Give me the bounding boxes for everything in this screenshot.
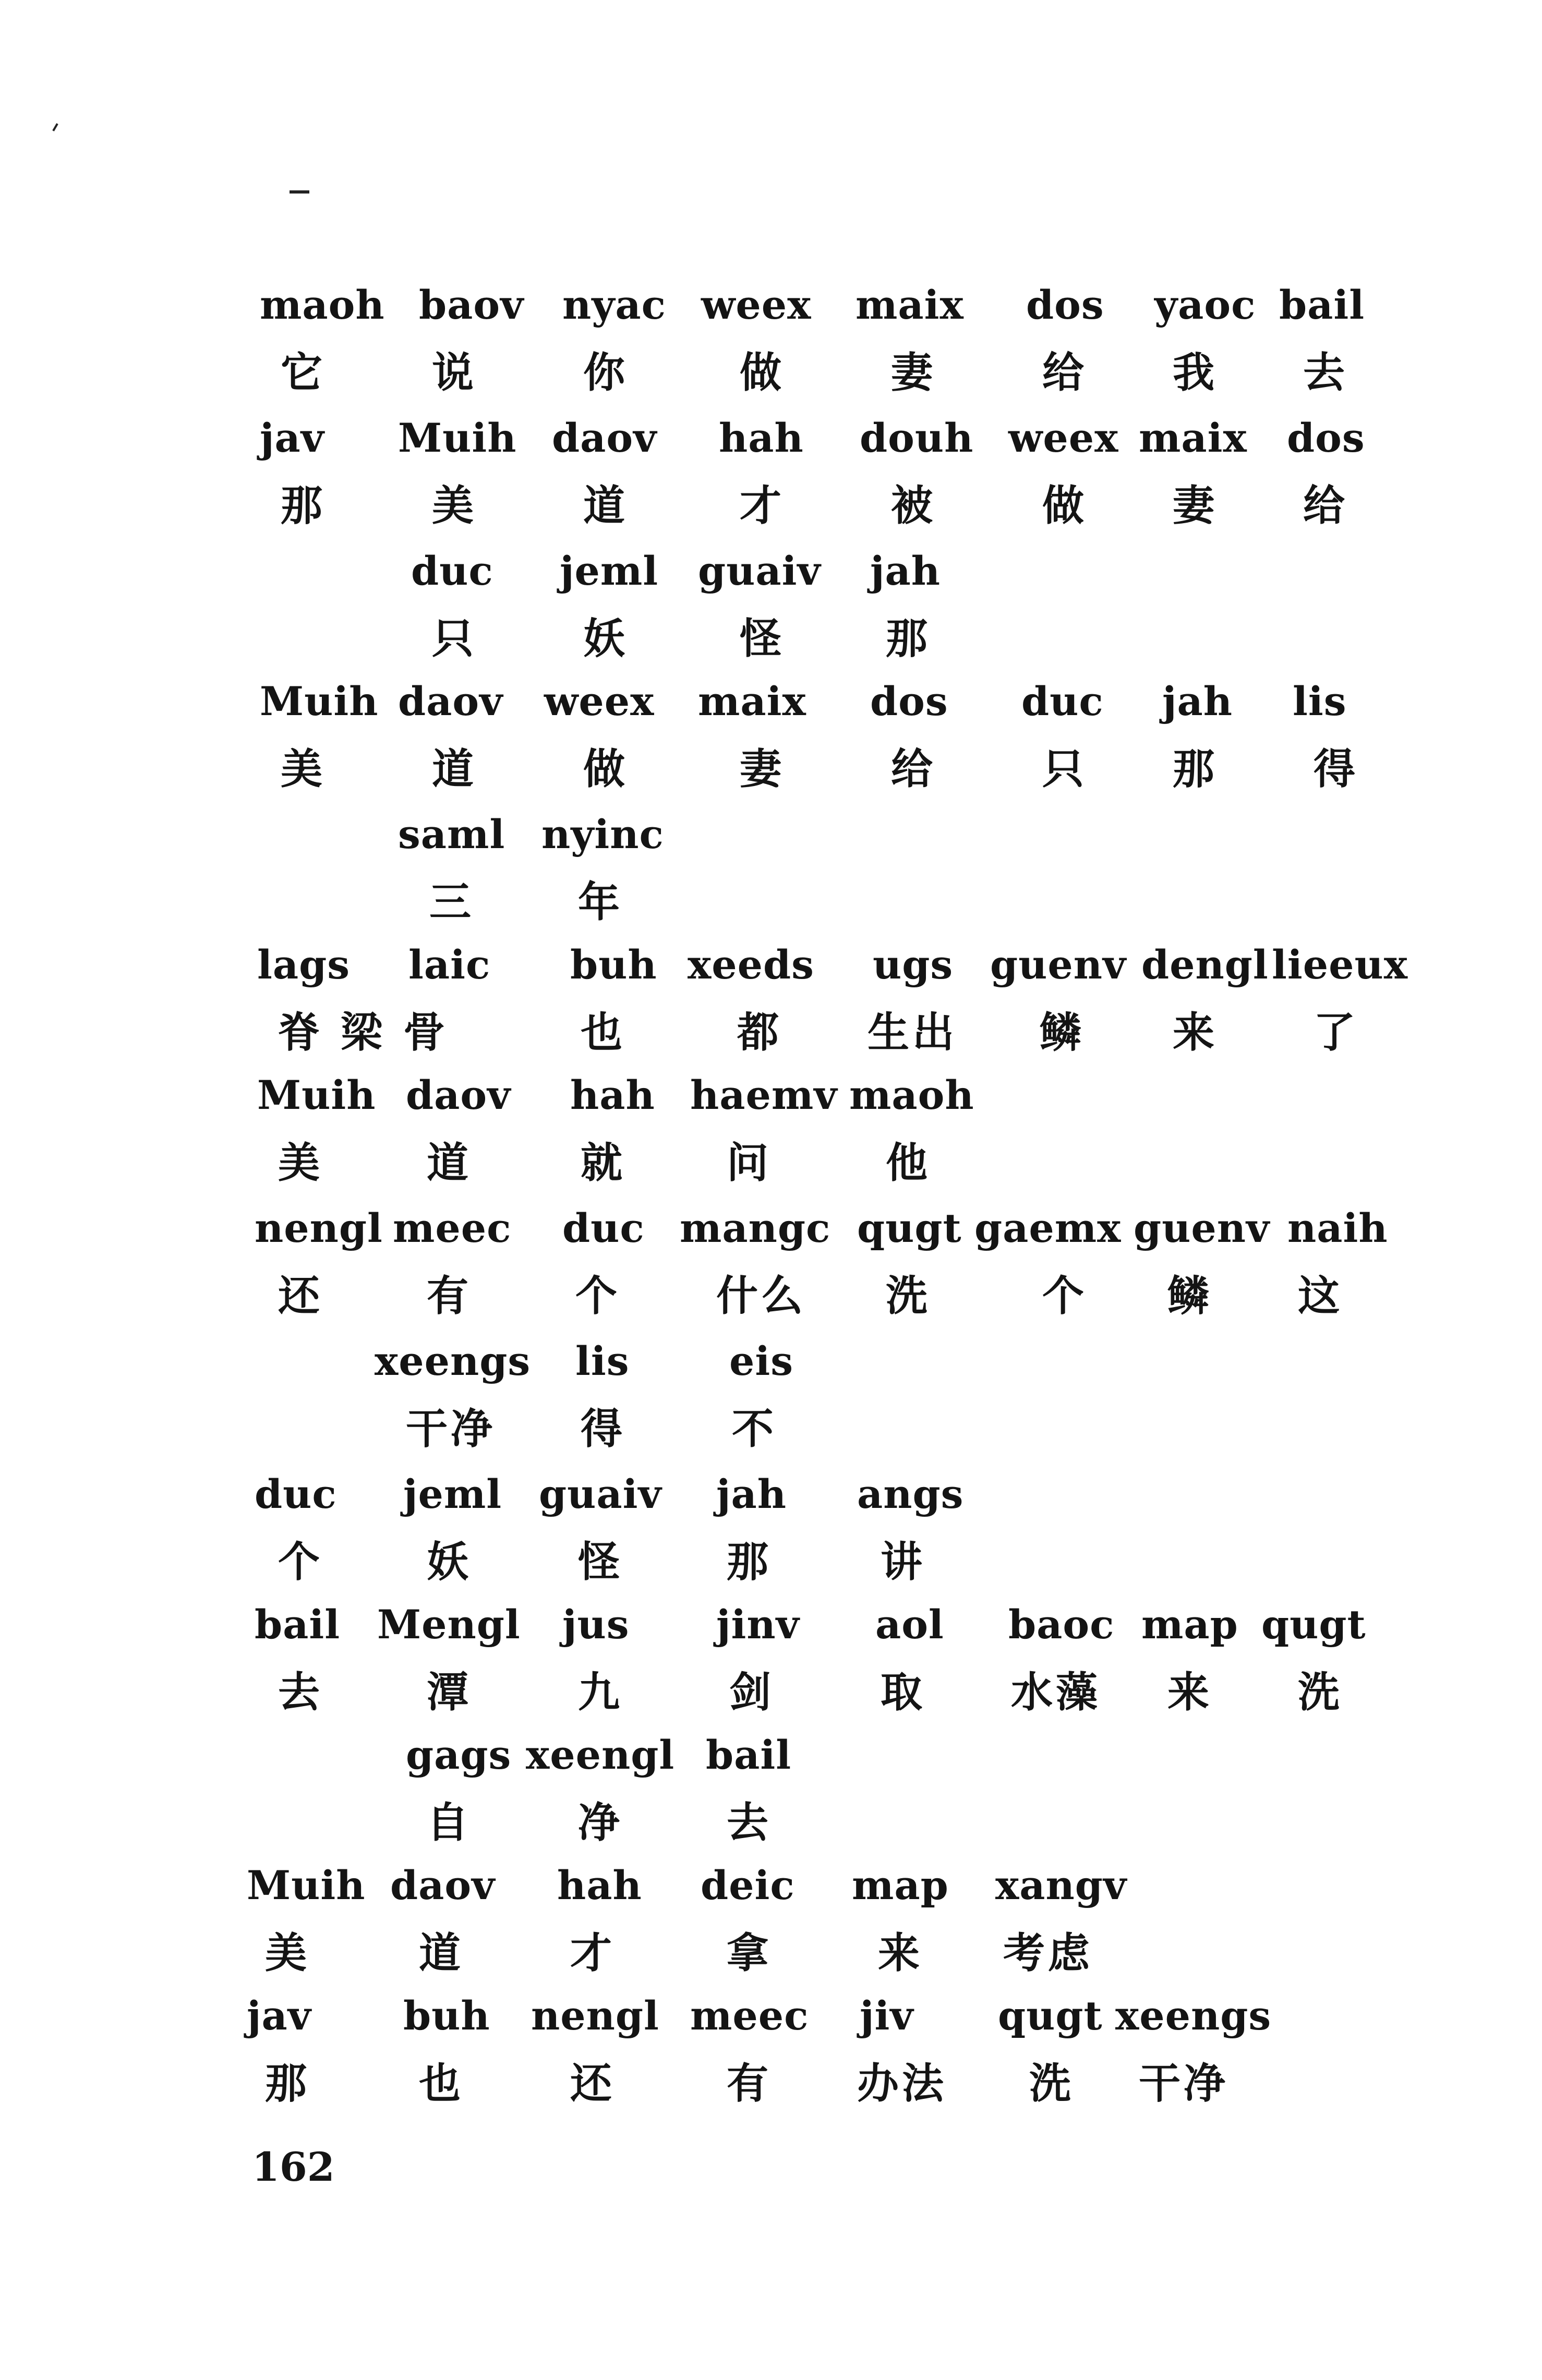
gloss: 个 — [1042, 1272, 1087, 1320]
gloss: 干净 — [1139, 2059, 1228, 2108]
word: maoh — [849, 1072, 974, 1118]
word: weex — [701, 282, 812, 328]
word: qugt — [857, 1205, 962, 1251]
word: aol — [875, 1601, 944, 1648]
gloss: 给 — [891, 745, 936, 793]
gloss-line — [0, 741, 1542, 798]
gloss: 考虑 — [1003, 1929, 1093, 1977]
gloss: 鳞 — [1167, 1272, 1212, 1320]
transcription-line — [0, 1857, 1542, 1914]
gloss: 也 — [581, 1008, 625, 1057]
word: baoc — [1008, 1601, 1115, 1648]
gloss: 去 — [278, 1668, 323, 1717]
gloss: 什么 — [716, 1272, 806, 1320]
transcription-line — [0, 409, 1542, 467]
gloss: 取 — [881, 1668, 925, 1717]
word: xeengs — [375, 1338, 531, 1384]
transcription-line — [0, 1200, 1542, 1257]
word: Muih — [247, 1862, 366, 1908]
word: guaiv — [698, 548, 821, 594]
gloss: 你 — [583, 348, 628, 397]
gloss: 那 — [886, 614, 931, 663]
gloss: 怪 — [740, 614, 785, 663]
gloss: 来 — [878, 1929, 923, 1977]
gloss: 鳞 — [1040, 1008, 1085, 1057]
word: qugt — [1261, 1601, 1366, 1648]
word: jah — [870, 548, 941, 594]
word: hah — [557, 1862, 642, 1908]
gloss: 自 — [427, 1798, 472, 1847]
transcription-line — [0, 1596, 1542, 1653]
gloss: 做 — [583, 745, 628, 793]
gloss: 美 — [432, 481, 477, 530]
word: dos — [1287, 415, 1365, 461]
word: buh — [570, 941, 657, 988]
gloss: 他 — [886, 1139, 931, 1187]
gloss: 了 — [1314, 1008, 1358, 1057]
gloss-line — [0, 344, 1542, 402]
gloss: 水藻 — [1011, 1668, 1101, 1717]
word: lags — [257, 941, 351, 988]
gloss: 得 — [581, 1405, 625, 1453]
gloss: 脊 — [278, 1008, 323, 1057]
word: Muih — [260, 678, 379, 724]
page-number: 162 — [252, 2144, 335, 2190]
word: duc — [255, 1471, 337, 1517]
gloss: 怪 — [578, 1538, 623, 1586]
transcription-line — [0, 542, 1542, 600]
gloss: 做 — [740, 348, 785, 397]
gloss: 年 — [578, 878, 623, 926]
gloss: 妻 — [740, 745, 785, 793]
transcription-line — [0, 673, 1542, 730]
word: nengl — [255, 1205, 383, 1251]
gloss: 梁 — [341, 1008, 386, 1057]
gloss-line — [0, 2055, 1542, 2112]
gloss: 那 — [265, 2059, 310, 2108]
word: bail — [255, 1601, 341, 1648]
gloss: 来 — [1173, 1008, 1218, 1057]
word: guenv — [990, 941, 1127, 988]
gloss: 只 — [432, 614, 477, 663]
gloss: 还 — [570, 2059, 615, 2108]
word: maix — [1139, 415, 1247, 461]
gloss: 道 — [583, 481, 628, 530]
gloss: 去 — [727, 1798, 772, 1847]
word: meec — [393, 1205, 512, 1251]
word: weex — [1008, 415, 1119, 461]
gloss: 九 — [578, 1668, 623, 1717]
gloss: 洗 — [1298, 1668, 1343, 1717]
gloss: 这 — [1298, 1272, 1343, 1320]
gloss: 不 — [732, 1405, 777, 1453]
word: duc — [1021, 678, 1104, 724]
word: angs — [857, 1471, 964, 1517]
word: haemv — [690, 1072, 838, 1118]
word: daov — [398, 678, 503, 724]
gloss: 得 — [1314, 745, 1358, 793]
scan-mark — [52, 123, 58, 131]
word: lieeux — [1272, 941, 1408, 988]
gloss: 个 — [575, 1272, 620, 1320]
word: weex — [544, 678, 655, 724]
word: maix — [856, 282, 964, 328]
word: deic — [701, 1862, 795, 1908]
word: nengl — [531, 1992, 659, 2039]
word: jav — [260, 415, 324, 461]
gloss: 美 — [278, 1139, 323, 1187]
gloss: 道 — [427, 1139, 472, 1187]
gloss: 那 — [1173, 745, 1218, 793]
gloss: 美 — [281, 745, 326, 793]
gloss-line — [0, 1794, 1542, 1852]
word: saml — [398, 811, 505, 857]
word: xangv — [995, 1862, 1127, 1908]
word: maix — [698, 678, 806, 724]
gloss: 道 — [432, 745, 477, 793]
transcription-line — [0, 1726, 1542, 1784]
gloss: 有 — [727, 2059, 772, 2108]
gloss: 我 — [1173, 348, 1218, 397]
word: gaemx — [974, 1205, 1122, 1251]
gloss: 它 — [281, 348, 326, 397]
gloss: 问 — [727, 1139, 772, 1187]
word: jav — [247, 1992, 311, 2039]
gloss-line — [0, 1134, 1542, 1192]
word: nyinc — [541, 811, 664, 857]
word: hah — [570, 1072, 655, 1118]
gloss: 被 — [891, 481, 936, 530]
gloss: 潭 — [427, 1668, 472, 1717]
gloss: 说 — [432, 348, 477, 397]
word: buh — [403, 1992, 490, 2039]
gloss: 净 — [578, 1798, 623, 1847]
word: gags — [406, 1732, 512, 1778]
transcription-line — [0, 276, 1542, 334]
word: map — [852, 1862, 949, 1908]
word: jeml — [560, 548, 659, 594]
transcription-line — [0, 1067, 1542, 1124]
word: meec — [690, 1992, 809, 2039]
gloss: 妻 — [891, 348, 936, 397]
gloss: 美 — [265, 1929, 310, 1977]
word: duc — [562, 1205, 645, 1251]
word: qugt — [998, 1992, 1103, 2039]
gloss: 干净 — [406, 1405, 496, 1453]
word: daov — [552, 415, 657, 461]
word: ugs — [873, 941, 954, 988]
gloss: 还 — [278, 1272, 323, 1320]
gloss: 只 — [1042, 745, 1087, 793]
gloss: 就 — [581, 1139, 625, 1187]
transcription-line — [0, 1987, 1542, 2045]
gloss: 个 — [278, 1538, 323, 1586]
gloss-line — [0, 610, 1542, 668]
gloss: 剑 — [729, 1668, 774, 1717]
gloss: 给 — [1303, 481, 1348, 530]
gloss: 妻 — [1173, 481, 1218, 530]
word: jah — [1162, 678, 1233, 724]
gloss-line — [0, 1664, 1542, 1721]
word: Muih — [398, 415, 517, 461]
gloss-line — [0, 477, 1542, 535]
word: hah — [719, 415, 804, 461]
word: Mengl — [377, 1601, 521, 1648]
word: lis — [575, 1338, 630, 1384]
gloss: 妖 — [427, 1538, 472, 1586]
gloss: 都 — [737, 1008, 782, 1057]
word: yaoc — [1154, 282, 1256, 328]
gloss: 洗 — [1029, 2059, 1074, 2108]
word: naih — [1287, 1205, 1388, 1251]
word: jinv — [716, 1601, 800, 1648]
gloss: 拿 — [727, 1929, 772, 1977]
word: dengl — [1141, 941, 1269, 988]
gloss: 去 — [1303, 348, 1348, 397]
gloss: 洗 — [886, 1272, 931, 1320]
word: xeeds — [688, 941, 814, 988]
word: mangc — [680, 1205, 831, 1251]
gloss: 也 — [419, 2059, 464, 2108]
gloss: 有 — [427, 1272, 472, 1320]
word: guaiv — [539, 1471, 662, 1517]
gloss: 来 — [1167, 1668, 1212, 1717]
transcription-line — [0, 806, 1542, 863]
gloss: 三 — [429, 878, 474, 926]
word: maoh — [260, 282, 385, 328]
gloss: 办法 — [857, 2059, 947, 2108]
word: baov — [419, 282, 524, 328]
gloss: 骨 — [403, 1008, 448, 1057]
word: bail — [706, 1732, 792, 1778]
gloss-line — [0, 1925, 1542, 1982]
gloss-line — [0, 1533, 1542, 1591]
gloss: 那 — [727, 1538, 772, 1586]
word: daov — [390, 1862, 496, 1908]
word: dos — [870, 678, 948, 724]
word: xeengl — [526, 1732, 675, 1778]
word: xeengs — [1115, 1992, 1272, 2039]
word: lis — [1293, 678, 1347, 724]
gloss: 讲 — [881, 1538, 925, 1586]
word: guenv — [1134, 1205, 1270, 1251]
word: douh — [860, 415, 974, 461]
word: jiv — [860, 1992, 914, 2039]
gloss: 那 — [281, 481, 326, 530]
word: jah — [716, 1471, 787, 1517]
word: Muih — [257, 1072, 376, 1118]
gloss: 给 — [1042, 348, 1087, 397]
gloss-line — [0, 1400, 1542, 1458]
word: jeml — [403, 1471, 502, 1517]
word: daov — [406, 1072, 511, 1118]
gloss-line — [0, 1267, 1542, 1325]
word: map — [1141, 1601, 1238, 1648]
gloss: 生出 — [868, 1008, 957, 1057]
word: laic — [408, 941, 491, 988]
gloss-line — [0, 1004, 1542, 1061]
gloss: 才 — [740, 481, 785, 530]
transcription-line — [0, 936, 1542, 994]
scan-mark — [290, 190, 309, 194]
transcription-line — [0, 1466, 1542, 1523]
word: bail — [1279, 282, 1365, 328]
gloss: 做 — [1042, 481, 1087, 530]
gloss: 道 — [419, 1929, 464, 1977]
gloss-line — [0, 874, 1542, 931]
gloss: 才 — [570, 1929, 615, 1977]
word: dos — [1026, 282, 1104, 328]
word: duc — [411, 548, 493, 594]
word: eis — [729, 1338, 794, 1384]
word: nyac — [562, 282, 666, 328]
word: jus — [562, 1601, 630, 1648]
gloss: 妖 — [583, 614, 628, 663]
transcription-line — [0, 1333, 1542, 1390]
